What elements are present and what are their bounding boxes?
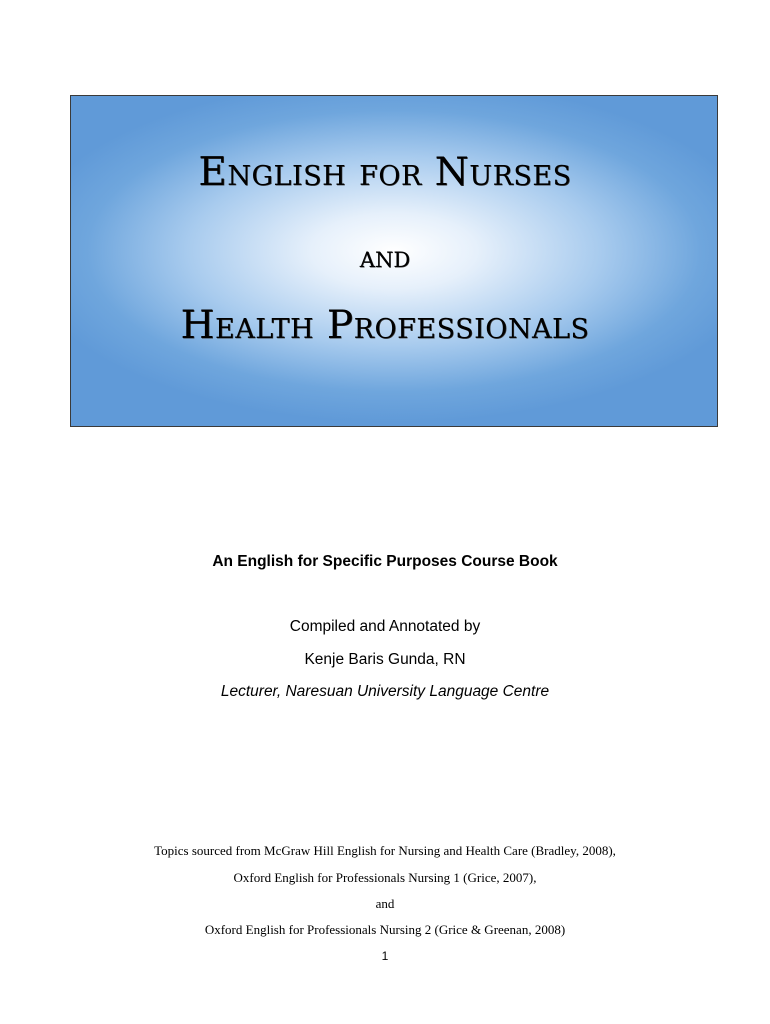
cover-title-line-2: and	[359, 240, 411, 275]
source-line-1: Topics sourced from McGraw Hill English for Nursing and Health Care (Bradley, 2008),	[154, 843, 616, 858]
author-affiliation: Lecturer, Naresuan University Language Centre	[220, 683, 550, 700]
page-number: 1	[381, 949, 389, 963]
author-name: Kenje Baris Gunda, RN	[304, 651, 466, 668]
compiled-by-label: Compiled and Annotated by	[289, 618, 481, 635]
cover-title-line-3: Health Professionals	[180, 303, 590, 348]
source-line-2: Oxford English for Professionals Nursing 1 (Grice, 2007),	[233, 870, 537, 885]
cover-title-line-1: English for Nurses	[198, 150, 572, 195]
source-line-4: Oxford English for Professionals Nursing 2 (Grice & Greenan, 2008)	[204, 922, 566, 937]
book-subtitle: An English for Specific Purposes Course Book	[212, 553, 558, 570]
source-line-3: and	[375, 896, 395, 911]
